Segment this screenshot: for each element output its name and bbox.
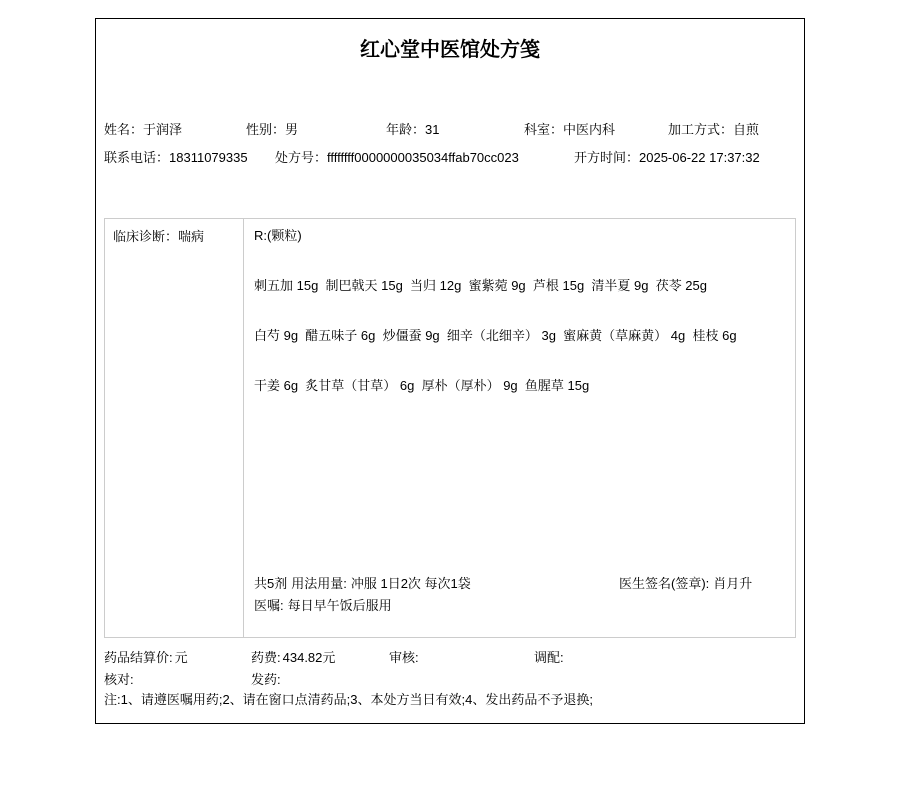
field-value: 434.82元: [282, 650, 336, 665]
field-label: 处方号：: [275, 150, 328, 165]
patient-gender-field: [246, 123, 298, 138]
instruction-value: 每日早午饭后服用: [287, 597, 392, 613]
field-label: 开方时间：: [574, 150, 640, 165]
instruction-line: [254, 599, 787, 614]
usage-value: 冲服 1日2次 每次1袋: [350, 576, 471, 591]
check-field: [104, 673, 134, 688]
issue-field: [251, 673, 281, 688]
field-value: 18311079335: [169, 150, 248, 165]
prescription-table: [104, 218, 796, 638]
field-label: 发药:: [251, 672, 281, 687]
field-label: 加工方式：: [668, 122, 734, 137]
field-label: 姓名：: [104, 122, 144, 137]
field-value: 男: [285, 122, 299, 137]
fee-field: [251, 651, 335, 666]
settle-price-field: [104, 651, 188, 666]
field-value: 31: [425, 122, 440, 137]
note-text: 注:1、请遵医嘱用药;2、请在窗口点清药品;3、本处方当日有效;4、发出药品不予退换;: [104, 692, 593, 707]
page-title: 红心堂中医馆处方笺: [360, 39, 540, 61]
processing-method-field: [668, 123, 759, 138]
field-label: 性别：: [246, 122, 286, 137]
diagnosis-value: 喘病: [178, 229, 205, 244]
dispense-field: [534, 651, 564, 666]
field-label: 药费:: [251, 650, 281, 665]
field-label: 核对:: [104, 672, 134, 687]
field-label: 联系电话：: [104, 150, 170, 165]
herb-lines: [244, 279, 795, 394]
diagnosis-label: 临床诊断：: [113, 229, 179, 244]
doctor-sign-label: 医生签名(签章):: [619, 576, 710, 591]
field-label: 审核:: [389, 650, 419, 665]
field-value: 自煎: [733, 122, 760, 137]
herb-line: 白芍 9g 醋五味子 6g 炒僵蚕 9g 细辛（北细辛） 3g 蜜麻黄（草麻黄） 4g 桂枝 6g: [254, 327, 737, 343]
note-line: [104, 693, 593, 708]
prescription-number-field: [275, 151, 519, 166]
usage-label: 用法用量:: [291, 576, 347, 591]
rx-bottom-section: [254, 577, 787, 614]
department-field: [524, 123, 615, 138]
phone-field: [104, 151, 248, 166]
patient-name-field: [104, 123, 182, 138]
herb-line: 干姜 6g 炙甘草（甘草） 6g 厚朴（厚朴） 9g 鱼腥草 15g: [254, 377, 590, 393]
field-value: 2025-06-22 17:37:32: [639, 150, 760, 165]
field-label: 年龄：: [386, 122, 426, 137]
doctor-sign-value: 肖月升: [713, 576, 753, 591]
diagnosis-panel: [105, 219, 244, 637]
field-label: 药品结算价:: [104, 650, 173, 665]
doctor-signature: [619, 577, 752, 592]
instruction-label: 医嘱:: [254, 597, 284, 613]
field-label: 调配:: [534, 650, 564, 665]
herb-line: 刺五加 15g 制巴戟天 15g 当归 12g 蜜紫菀 9g 芦根 15g 清半夏 9g 茯苓 25g: [254, 277, 707, 293]
issue-time-field: [574, 151, 760, 166]
field-value: 中医内科: [563, 122, 616, 137]
review-field: [389, 651, 419, 666]
field-value: 于润泽: [143, 122, 183, 137]
patient-age-field: [386, 123, 439, 138]
field-label: 科室：: [524, 122, 564, 137]
prescription-document: [95, 18, 805, 724]
rx-header: R:(颗粒): [254, 228, 302, 243]
field-value: ffffffff0000000035034ffab70cc023: [327, 150, 519, 165]
rx-panel: [244, 219, 795, 637]
total-doses: 共5剂: [254, 576, 288, 591]
field-value: 元: [174, 650, 188, 665]
